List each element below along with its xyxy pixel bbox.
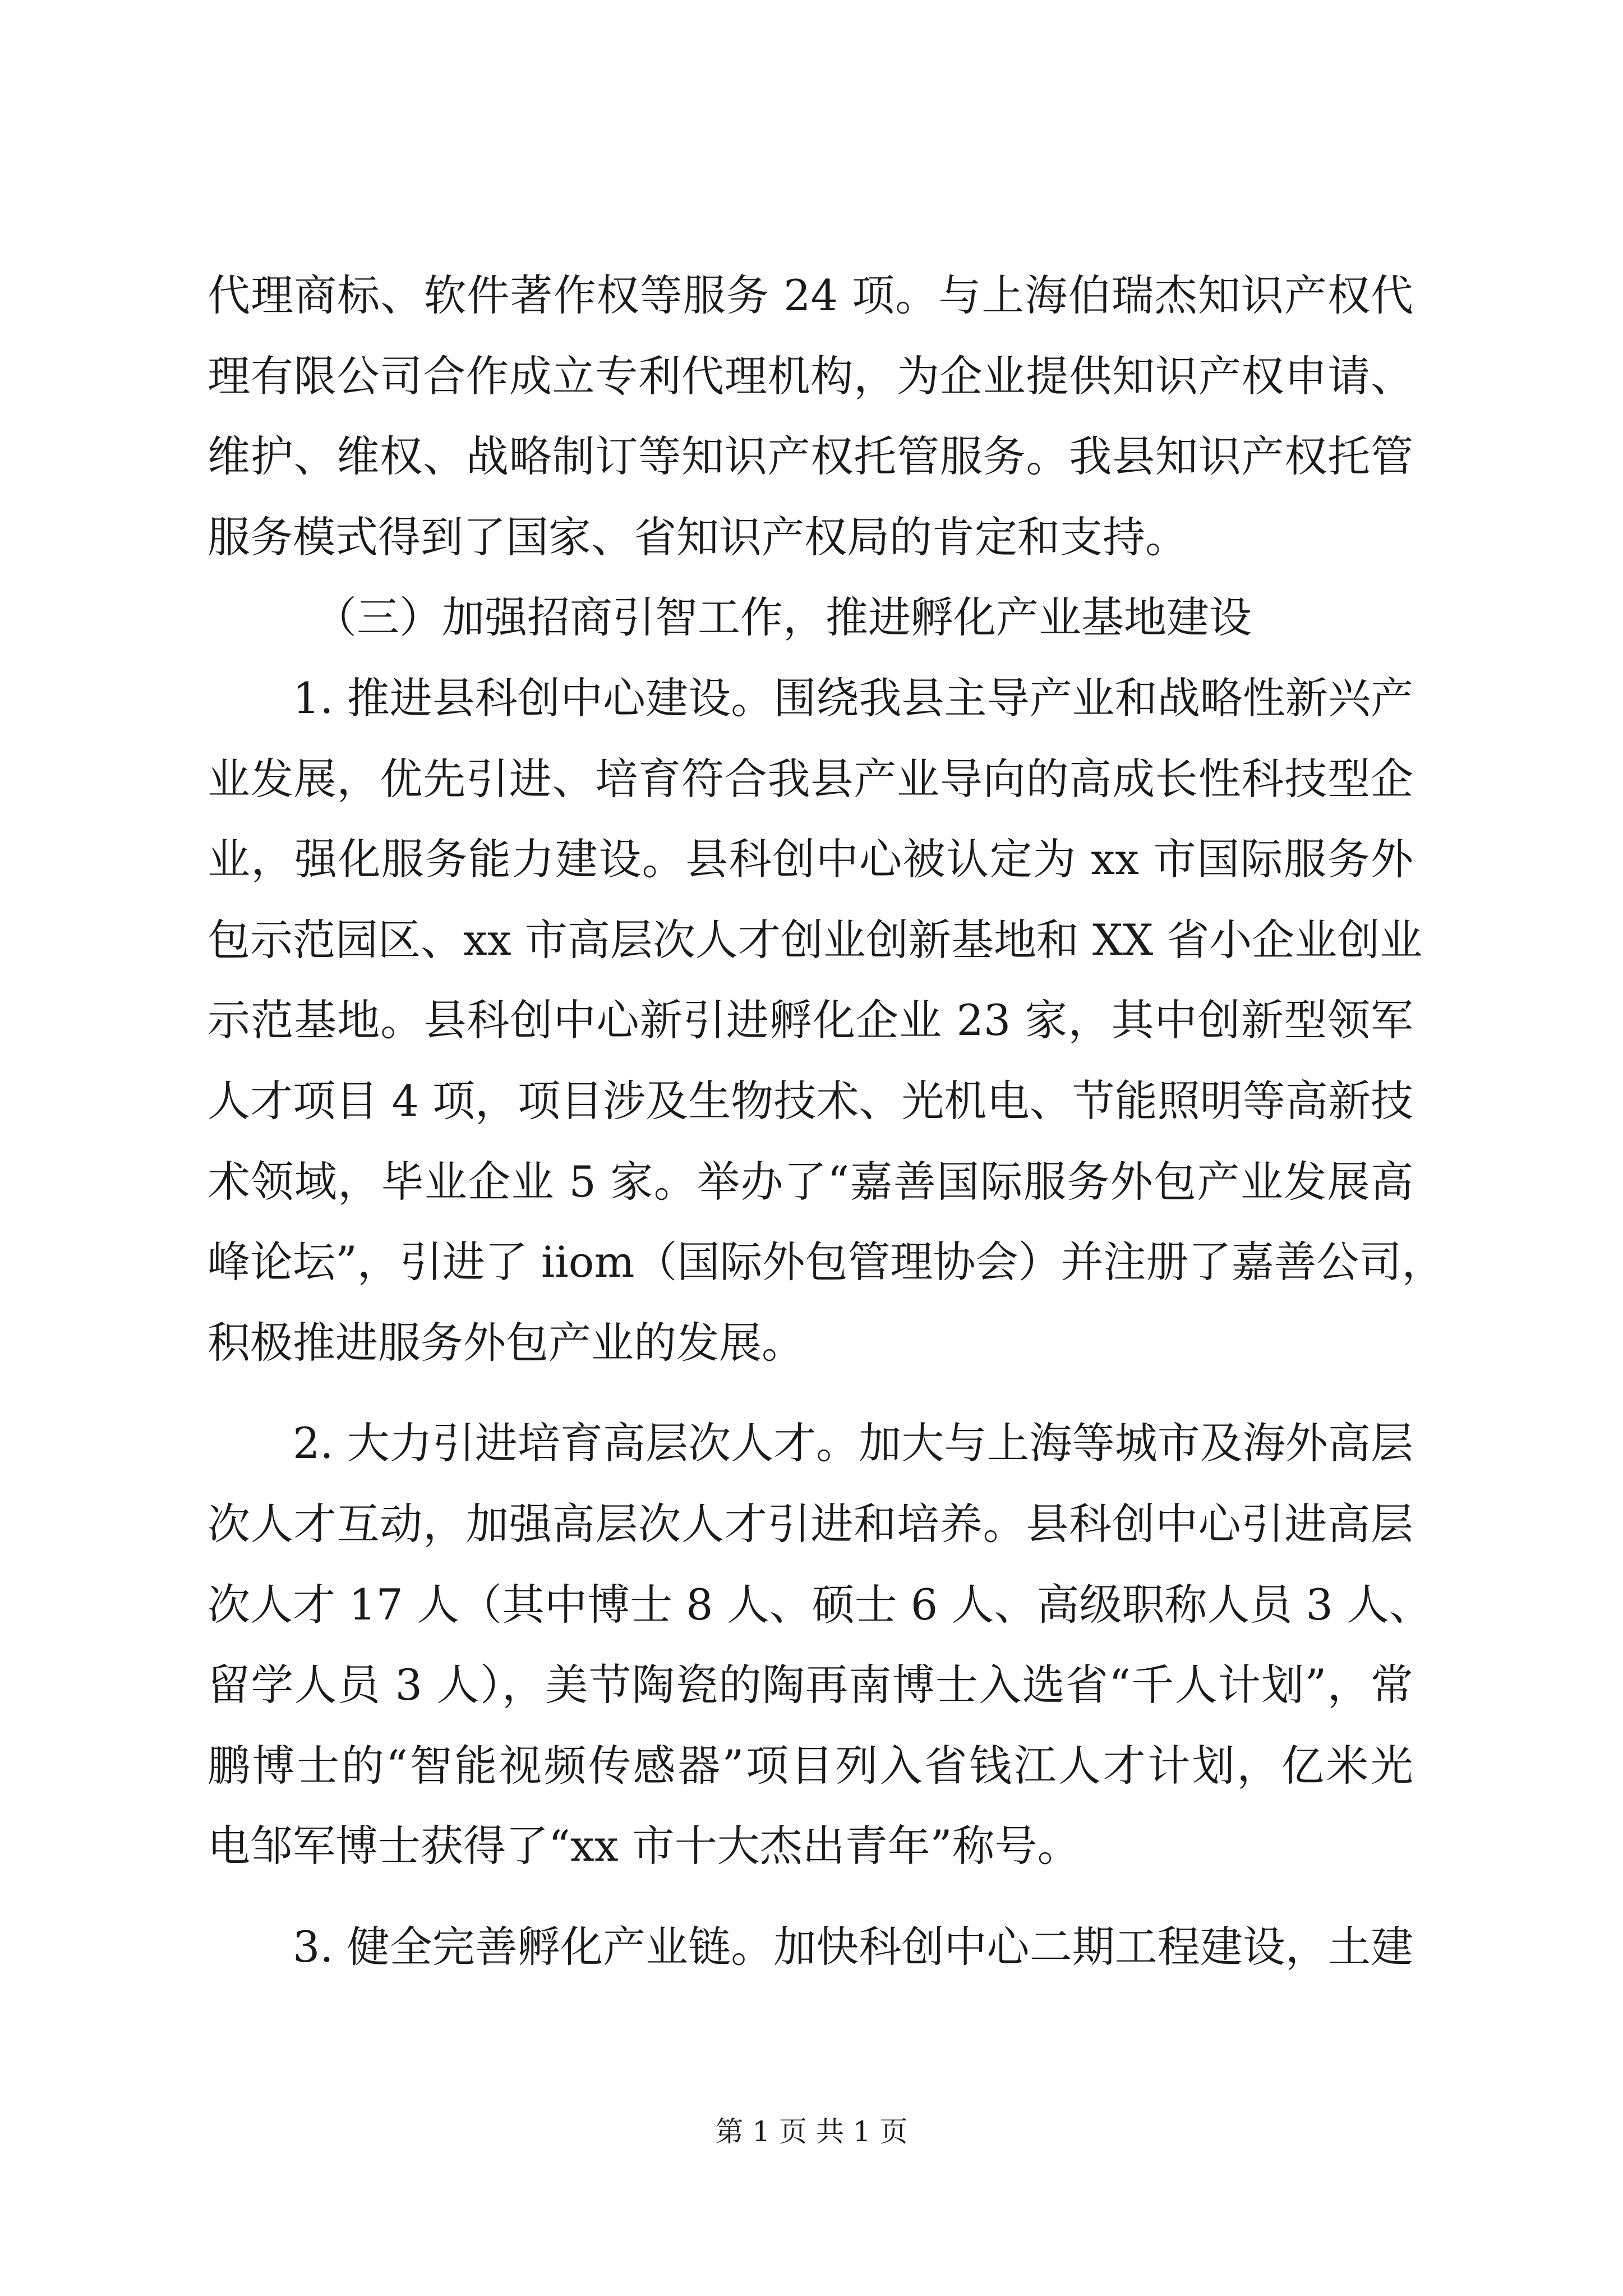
text-line: 峰论坛”，引进了 iiom（国际外包管理协会）并注册了嘉善公司， <box>208 1237 1445 1287</box>
text-line: 2. 大力引进培育高层次人才。加大与上海等城市及海外高层 <box>293 1418 1413 1469</box>
text-line: 包示范园区、xx 市高层次人才创业创新基地和 XX 省小企业创业 <box>208 914 1423 965</box>
text-line: 维护、维权、战略制订等知识产权托管服务。我县知识产权托管 <box>208 431 1413 482</box>
text-line: 鹏博士的“智能视频传感器”项目列入省钱江人才计划，亿米光 <box>208 1740 1413 1791</box>
text-line: 3. 健全完善孵化产业链。加快科创中心二期工程建设，土建 <box>293 1921 1413 1972</box>
text-line: 人才项目 4 项，项目涉及生物技术、光机电、节能照明等高新技 <box>208 1075 1413 1126</box>
text-line: 留学人员 3 人），美节陶瓷的陶再南博士入选省“千人计划”，常 <box>208 1660 1413 1710</box>
text-line: 业，强化服务能力建设。县科创中心被认定为 xx 市国际服务外 <box>208 834 1413 885</box>
paragraph-gap <box>208 1887 1413 1907</box>
section-heading: （三）加强招商引智工作，推进孵化产业基地建设 <box>314 592 1252 643</box>
text-line: 积极推进服务外包产业的发展。 <box>208 1317 804 1368</box>
text-line: 次人才 17 人（其中博士 8 人、硕士 6 人、高级职称人员 3 人、 <box>208 1579 1432 1630</box>
paragraph-gap <box>208 1383 1413 1403</box>
text-line: 术领域，毕业企业 5 家。举办了“嘉善国际服务外包产业发展高 <box>208 1156 1413 1207</box>
text-line: 服务模式得到了国家、省知识产权局的肯定和支持。 <box>208 512 1188 562</box>
text-line: 理有限公司合作成立专利代理机构，为企业提供知识产权申请、 <box>208 351 1413 401</box>
text-line: 业发展，优先引进、培育符合我县产业导向的高成长性科技型企 <box>208 753 1413 804</box>
text-line: 次人才互动，加强高层次人才引进和培养。县科创中心引进高层 <box>208 1498 1413 1549</box>
text-line: 1. 推进县科创中心建设。围绕我县主导产业和战略性新兴产 <box>293 673 1413 723</box>
text-line: 代理商标、软件著作权等服务 24 项。与上海伯瑞杰知识产权代 <box>208 270 1413 320</box>
text-line: 电邹军博士获得了“xx 市十大杰出青年”称号。 <box>208 1821 1080 1871</box>
document-body <box>208 255 1445 1987</box>
text-line: 示范基地。县科创中心新引进孵化企业 23 家，其中创新型领军 <box>208 995 1413 1046</box>
page-footer: 第 1 页 共 1 页 <box>715 2115 908 2148</box>
